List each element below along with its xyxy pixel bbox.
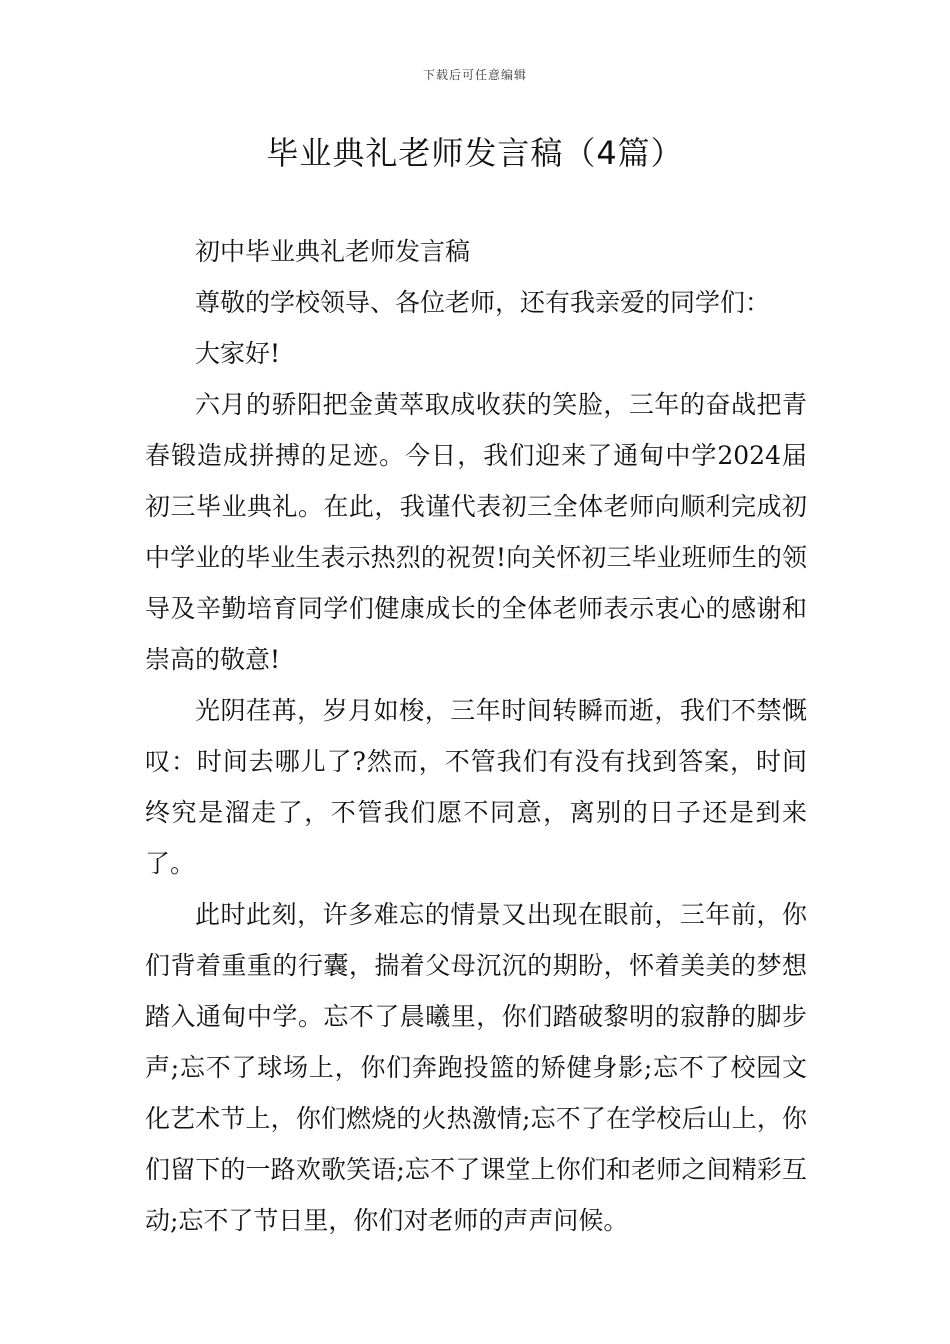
document-title: 毕业典礼老师发言稿（4篇） [266,134,684,172]
body-paragraph: 此时此刻，许多难忘的情景又出现在眼前，三年前，你们背着重重的行囊，揣着父母沉沉的期盼，怀着美美的梦想踏入通甸中学。忘不了晨曦里，你们踏破黎明的寂静的脚步声;忘不了球场上，你们奔跑投篮的矫健身影;忘不了校园文化艺术节上，你们燃烧的火热激情;忘不了在学校后山上，你们留下的一路欢歌笑语;忘不了课堂上你们和老师之间精彩互动;忘不了节日里，你们对老师的声声问候。 [145,900,807,1235]
header-note: 下载后可任意编辑 [422,68,527,82]
greeting-paragraph: 大家好! [195,339,281,368]
subtitle-paragraph: 初中毕业典礼老师发言稿 [195,237,471,266]
document-body [145,226,807,1246]
salutation-paragraph: 尊敬的学校领导、各位老师，还有我亲爱的同学们： [195,288,771,317]
body-paragraph: 六月的骄阳把金黄萃取成收获的笑脸，三年的奋战把青春锻造成拼搏的足迹。今日，我们迎来了通甸中学2024届初三毕业典礼。在此，我谨代表初三全体老师向顺利完成初中学业的毕业生表示热烈的祝贺!向关怀初三毕业班师生的领导及辛勤培育同学们健康成长的全体老师表示衷心的感谢和崇高的敬意! [145,390,807,674]
body-paragraph: 光阴荏苒，岁月如梭，三年时间转瞬而逝，我们不禁慨叹：时间去哪儿了?然而，不管我们有没有找到答案，时间终究是溜走了，不管我们愿不同意，离别的日子还是到来了。 [145,696,807,878]
